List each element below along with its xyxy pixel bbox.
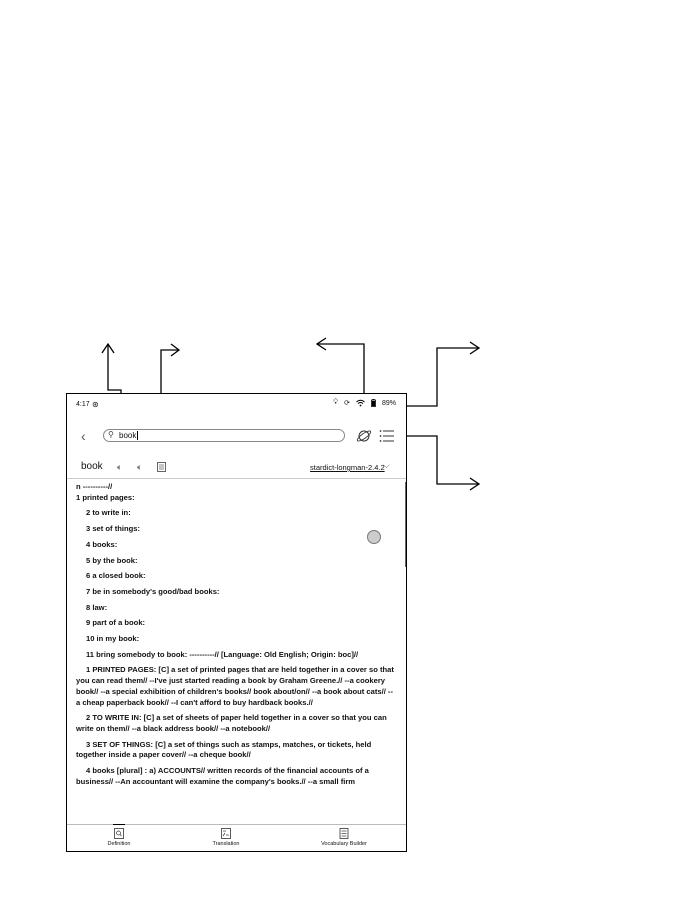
definition-line: 8 law:	[86, 602, 108, 612]
rotate-icon[interactable]: ⟳	[344, 400, 350, 407]
definition-line: 6 a closed book:	[86, 571, 146, 581]
battery-level: 89%	[381, 399, 396, 407]
definition-line: 10 in my book:	[86, 634, 140, 644]
headword-row	[67, 458, 406, 476]
definition-line: 7 be in somebody's good/bad books:	[86, 586, 220, 596]
battery-icon	[371, 399, 376, 407]
sync-icon: ⊛	[92, 400, 99, 409]
definition-line: 2 to write in:	[86, 508, 131, 518]
search-row	[67, 424, 406, 448]
floating-button[interactable]	[367, 530, 381, 544]
definition-paragraph: 3 SET OF THINGS: [C] a set of things such as stamps, matches, or tickets, held together inside a paper cover// --a cheque book//	[76, 739, 372, 760]
status-bar	[67, 394, 406, 414]
status-time: 4:17	[76, 401, 90, 408]
search-input[interactable]	[103, 429, 345, 442]
arrow-wifi	[318, 344, 364, 400]
tab-label: Translation	[212, 841, 240, 847]
bottom-tab-bar	[67, 824, 406, 852]
dictionary-selector[interactable]: stardict-longman-2.4.2	[310, 463, 385, 472]
definition-line: 1 printed pages:	[76, 492, 135, 502]
definition-line: 3 set of things:	[86, 524, 141, 534]
vocabulary-icon	[339, 828, 349, 839]
definition-line: 4 books:	[86, 539, 118, 549]
speaker-us-icon[interactable]: 🔈︎	[137, 462, 143, 472]
speaker-uk-icon[interactable]: 🔈︎	[117, 462, 123, 472]
chevron-down-icon[interactable]: ⌵	[383, 460, 390, 470]
active-tab-indicator	[113, 824, 125, 825]
headword: book	[81, 461, 103, 472]
device-screen	[66, 393, 407, 852]
tab-vocabulary-builder[interactable]	[314, 828, 374, 847]
back-chevron-icon[interactable]: ‹	[81, 428, 86, 444]
arrow-menu	[398, 436, 478, 484]
definition-icon	[114, 828, 124, 839]
divider	[67, 478, 406, 479]
planet-icon[interactable]	[356, 428, 372, 444]
definition-paragraph: 2 TO WRITE IN: [C] a set of sheets of paper held together in a cover so that you can write on them// --a black address book// --a notebook//	[76, 713, 387, 733]
definition-line: 9 part of a book:	[86, 618, 146, 628]
definition-content	[76, 482, 397, 787]
notes-icon[interactable]	[157, 462, 166, 472]
arrow-battery	[396, 348, 478, 406]
tab-label: Vocabulary Builder	[321, 841, 367, 847]
definition-line: 5 by the book:	[86, 555, 138, 565]
scrollbar[interactable]	[405, 482, 407, 567]
translation-icon	[221, 828, 231, 839]
wifi-icon[interactable]	[356, 399, 365, 407]
lightbulb-icon[interactable]: 💡︎	[333, 399, 339, 406]
menu-list-icon[interactable]	[379, 429, 395, 443]
search-query: book	[119, 431, 137, 440]
definition-line: 11 bring somebody to book: ----------// [Language: Old English; Origin: boc]//	[86, 649, 359, 659]
tab-definition[interactable]	[99, 828, 139, 847]
search-icon: ⚲	[108, 430, 114, 439]
status-icons	[333, 399, 396, 407]
definition-paragraph: 4 books [plural] : a) ACCOUNTS// written records of the financial accounts of a business// --An accountant will examine the company's books.// --a small firm	[76, 766, 369, 786]
tab-translation[interactable]	[202, 828, 250, 847]
definition-paragraph: 1 PRINTED PAGES: [C] a set of printed pages that are held together in a cover so that you can read them// --I've just started reading a book by Graham Greene.// --a cookery book// --a special exhibition of children's books// book about/on// --a book about cats// --a cheap paperback book// --I can't afford to buy hardback books.//	[76, 665, 394, 707]
definition-line: n ----------//	[76, 482, 113, 491]
tab-label: Definition	[107, 841, 131, 847]
